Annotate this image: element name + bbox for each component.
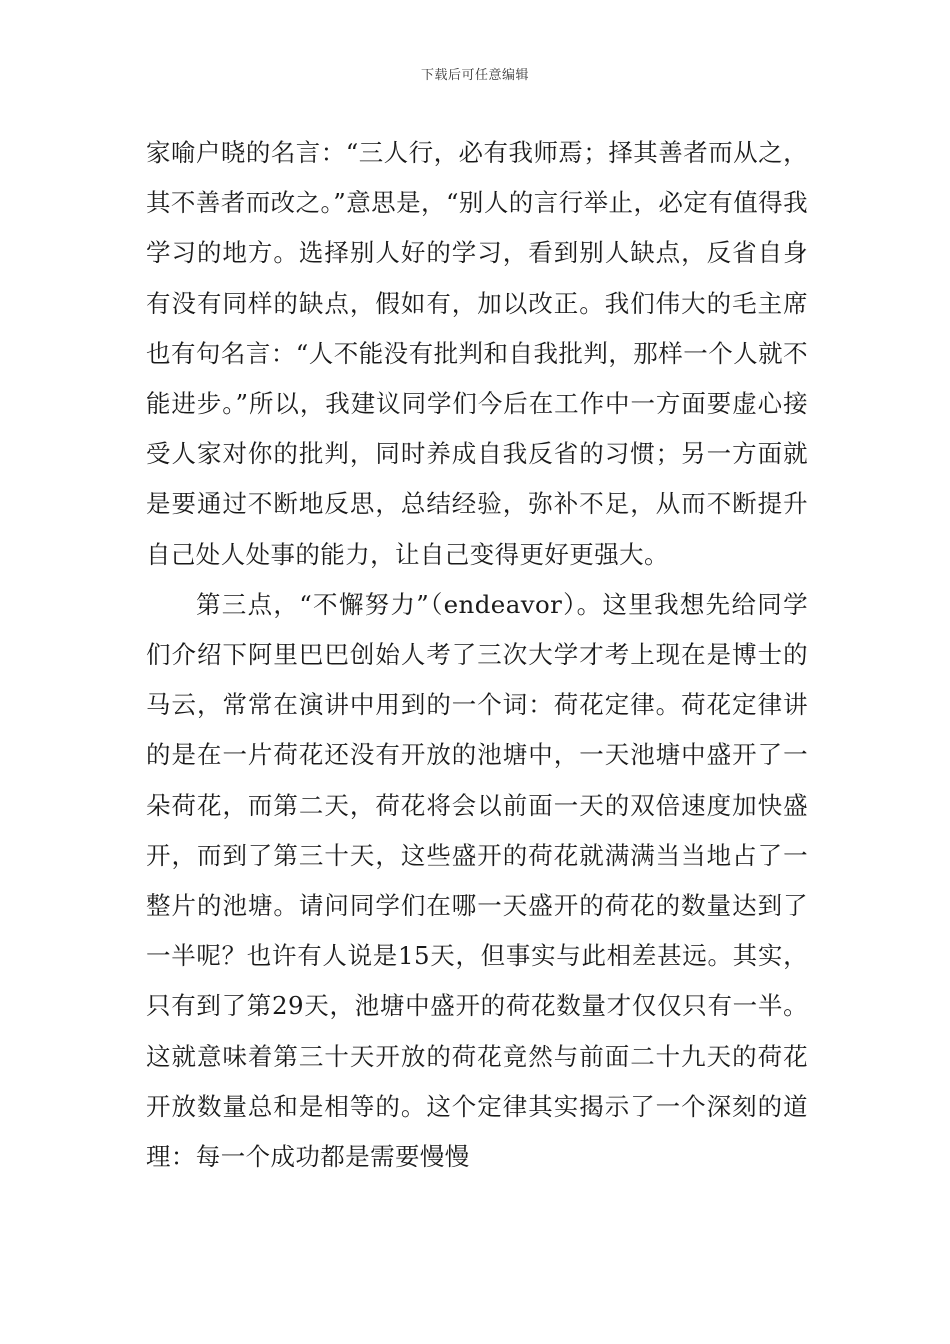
document-body (146, 128, 808, 1182)
page-header: 下载后可任意编辑 (420, 68, 529, 83)
paragraph-1: 家喻户晓的名言：“三人行，必有我师焉；择其善者而从之，其不善者而改之。”意思是，“别人的言行举止，必定有值得我学习的地方。选择别人好的学习，看到别人缺点，反省自身有没有同样的缺点，假如有，加以改正。我们伟大的毛主席也有句名言：“人不能没有批判和自我批判，那样一个人就不能进步。”所以，我建议同学们今后在工作中一方面要虚心接受人家对你的批判，同时养成自我反省的习惯；另一方面就是要通过不断地反思，总结经验，弥补不足，从而不断提升自己处人处事的能力，让自己变得更好更强大。 (146, 138, 808, 569)
paragraph-2: 第三点，“不懈努力”（endeavor）。这里我想先给同学们介绍下阿里巴巴创始人考了三次大学才考上现在是博士的马云，常常在演讲中用到的一个词：荷花定律。荷花定律讲的是在一片荷花还没有开放的池塘中，一天池塘中盛开了一朵荷花，而第二天，荷花将会以前面一天的双倍速度加快盛开，而到了第三十天，这些盛开的荷花就满满当当地占了一整片的池塘。请问同学们在哪一天盛开的荷花的数量达到了一半呢？也许有人说是15天，但事实与此相差甚远。其实，只有到了第29天，池塘中盛开的荷花数量才仅仅只有一半。这就意味着第三十天开放的荷花竟然与前面二十九天的荷花开放数量总和是相等的。这个定律其实揭示了一个深刻的道理：每一个成功都是需要慢慢 (146, 589, 808, 1172)
